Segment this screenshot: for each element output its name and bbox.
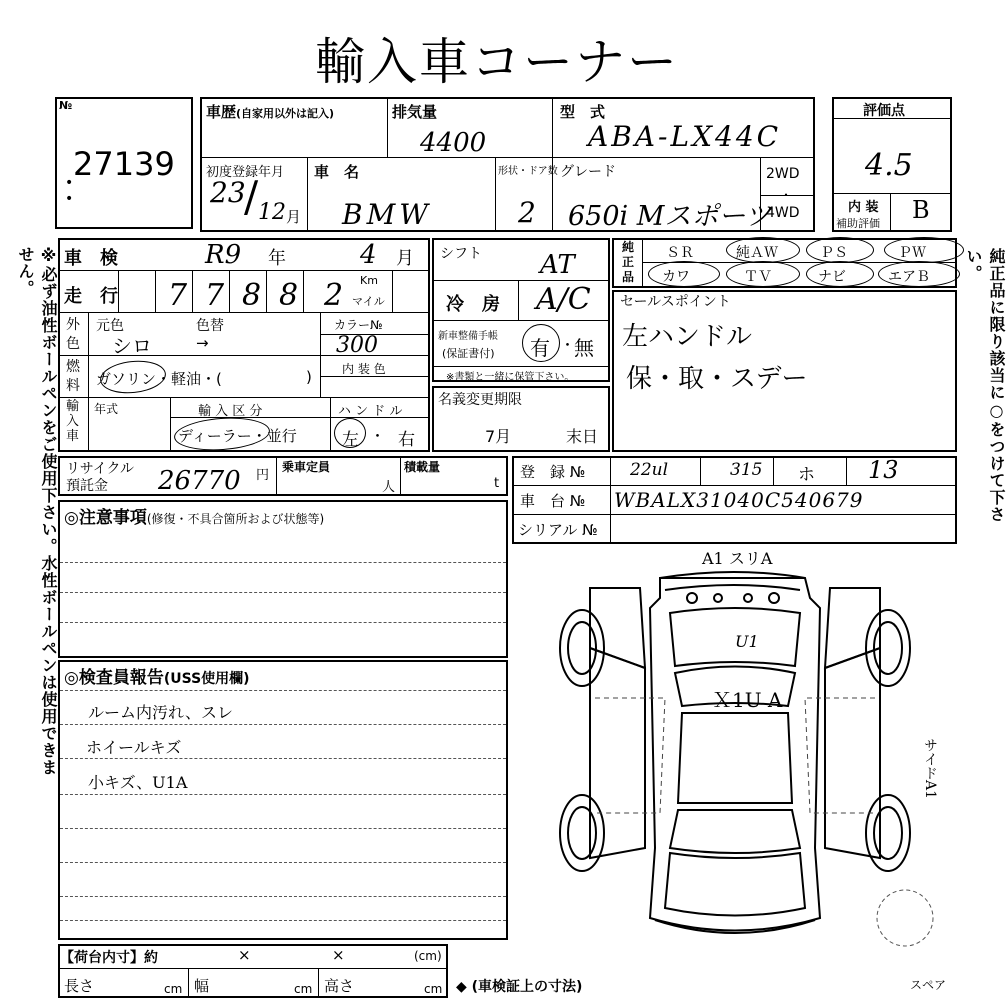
equip-pw-circle: [884, 237, 964, 263]
cargo-width-cm: cm: [294, 982, 313, 996]
grade-value: 650i Mスポーツ: [568, 201, 772, 232]
color-orig-label: 元色: [96, 318, 124, 334]
equip-ps-circle: [806, 237, 874, 263]
registration-label: 登 録 №: [520, 463, 586, 481]
mileage-digit: 7: [205, 278, 225, 313]
equip-kawa-circle: [648, 261, 720, 287]
import-class-label: 輸 入 区 分: [198, 404, 263, 419]
color-arrow: →: [196, 334, 209, 352]
inspector-line: ルーム内汚れ、スレ: [88, 703, 233, 722]
car-diagram: [510, 548, 960, 948]
model-type-value: ABA-LX44C: [588, 120, 782, 153]
equip-pw: ＰＷ: [898, 245, 926, 261]
equip-navi-circle: [806, 261, 874, 287]
registration-value: 315: [730, 460, 763, 480]
car-name-value: BMW: [342, 198, 433, 231]
equip-navi: ナビ: [818, 269, 846, 285]
equip-kawa: カワ: [662, 269, 690, 285]
mileage-digit: 7: [168, 278, 188, 313]
inspector-label: ◎検査員報告(USS使用欄): [64, 668, 250, 688]
cargo-x2: ×: [332, 946, 345, 964]
load-unit: t: [494, 476, 500, 491]
cargo-arrow-note: ◆ (車検証上の寸法): [456, 979, 583, 995]
color-side-label: 外色: [66, 317, 80, 352]
mileage-digit: 8: [242, 278, 262, 313]
color-change-label: 色替: [196, 318, 224, 334]
equip-aw: 純ＡＷ: [736, 245, 778, 261]
equip-tv: ＴＶ: [744, 269, 772, 285]
page-title: 輸入車コーナー: [315, 33, 679, 91]
handle-label: ハ ン ド ル: [338, 404, 403, 419]
cargo-cm-unit: (cm): [414, 949, 442, 963]
color-code-label: カラー№: [334, 318, 383, 332]
lot-no-label: №: [59, 99, 73, 112]
drive-2wd: 2WD: [766, 166, 800, 182]
handle-right: 右: [398, 430, 415, 450]
service-book-label-1: 新車整備手帳: [438, 331, 498, 342]
equip-tv-circle: [726, 261, 800, 287]
fuel-options: ガソリン・軽油・(: [96, 370, 222, 388]
sales-point-label: セールスポイント: [620, 294, 731, 310]
service-book-label-2: (保証書付): [442, 347, 495, 360]
rating-label: 評価点: [863, 103, 905, 119]
recycle-label-2: 預託金: [66, 478, 108, 494]
aircon-label: 冷 房: [446, 294, 500, 315]
notes-label: ◎注意事項(修復・不具合箇所および状態等): [64, 508, 325, 528]
cargo-length-cm: cm: [164, 982, 183, 996]
mileage-label: 走 行: [64, 286, 118, 307]
first-reg-slash: /: [244, 172, 259, 221]
inspection-month-unit: 月: [396, 248, 414, 269]
recycle-unit: 円: [256, 468, 270, 483]
first-reg-label: 初度登録年月: [206, 165, 285, 180]
side-note-left: ※必ず油性ボールペンをご使用下さい。水性ボールペンは使用できません。: [16, 246, 58, 776]
aircon-value: A/C: [536, 282, 591, 317]
recycle-label-1: リサイクル: [66, 461, 135, 477]
lot-box: [55, 97, 193, 229]
displacement-label: 排気量: [392, 103, 438, 121]
spare-label: スペア: [910, 978, 947, 992]
color-orig-value: シロ: [112, 334, 152, 358]
diagram-front-note: A1 スリA: [702, 549, 773, 568]
registration-value: 22ul: [630, 460, 669, 480]
equip-aw-circle: [726, 237, 800, 263]
grade-label: グレード: [560, 164, 616, 180]
lot-dot: •: [65, 191, 74, 207]
color-code-value: 300: [336, 333, 378, 358]
inspector-line: 小キズ、U1A: [88, 773, 188, 792]
lot-number: 27139: [73, 145, 175, 183]
handle-sep: ・: [370, 427, 386, 445]
handle-left: 左: [342, 430, 359, 450]
handle-left-circle: [334, 418, 366, 448]
history-label: 車歴(自家用以外は記入): [206, 103, 335, 121]
displacement-value: 4400: [420, 128, 487, 158]
load-label: 積載量: [404, 460, 441, 474]
interior-label-1: 内 装: [848, 200, 879, 215]
name-change-label: 名義変更期限: [438, 392, 522, 408]
drive-4wd: 4WD: [766, 205, 800, 221]
interior-color-label: 内 装 色: [342, 362, 386, 376]
mileage-mile: マイル: [352, 295, 385, 308]
inspection-year-unit: 年: [268, 248, 286, 269]
inspection-year: R9: [205, 240, 242, 270]
import-side-label: 輸入車: [66, 399, 80, 444]
model-type-label: 型 式: [560, 103, 606, 121]
lot-dot: •: [65, 175, 74, 191]
diagram-windshield-mark: Ｘ1U A: [712, 688, 783, 712]
name-change-month: 7月: [485, 427, 512, 446]
equip-airbag-circle: [878, 261, 960, 287]
shift-value: AT: [540, 250, 575, 280]
cargo-height-cm: cm: [424, 982, 443, 996]
name-change-day: 末日: [566, 427, 599, 446]
interior-value: B: [912, 196, 930, 224]
sales-point-line2: 保・取・スデー: [626, 364, 808, 394]
inspection-month: 4: [360, 240, 377, 270]
cargo-x1: ×: [238, 946, 251, 964]
import-year-label: 年式: [94, 402, 119, 416]
first-reg-year: 23: [210, 176, 246, 209]
registration-value: 13: [868, 456, 899, 484]
serial-label: シリアル №: [518, 521, 598, 539]
diagram-hood-mark: U1: [735, 632, 759, 651]
fuel-close: ): [306, 368, 312, 386]
mileage-km: Km: [360, 274, 378, 287]
service-book-no: 無: [574, 336, 594, 360]
interior-label-2: 補助評価: [836, 217, 880, 230]
service-book-yes-circle: [522, 324, 560, 362]
chassis-label: 車 台 №: [520, 492, 586, 510]
service-book-yes: 有: [530, 336, 550, 360]
fuel-side-label: 燃料: [66, 359, 80, 394]
cargo-width: 幅: [194, 977, 210, 995]
first-reg-month: 12: [258, 200, 286, 225]
import-class-value: ディーラー・並行: [178, 427, 297, 445]
doors-label: 形状・ドア数: [498, 166, 558, 177]
equip-airbag: エアＢ: [888, 269, 930, 285]
service-book-sep: ・: [560, 336, 576, 354]
doors-value: 2: [518, 196, 536, 229]
drive-dot: ・: [780, 188, 793, 202]
first-reg-month-unit: 月: [286, 208, 302, 226]
recycle-value: 26770: [158, 466, 241, 496]
cargo-label: 【荷台内寸】約: [60, 950, 158, 966]
registration-value: ホ: [798, 465, 815, 485]
cargo-length: 長さ: [64, 977, 95, 995]
equipment-label: 純正品: [622, 240, 635, 284]
capacity-unit: 人: [382, 480, 396, 495]
equip-ps: ＰＳ: [820, 245, 848, 261]
inspection-label: 車 検: [64, 248, 118, 269]
cargo-height: 高さ: [324, 977, 355, 995]
sales-point-line1: 左ハンドル: [622, 322, 753, 352]
car-name-label: 車 名: [314, 163, 360, 181]
shift-label: シフト: [440, 246, 482, 262]
equip-sr: ＳＲ: [666, 245, 694, 261]
mileage-digit: 2: [324, 278, 344, 313]
side-note-right: 純正品に限り該当に○をつけて下さい。: [964, 248, 1006, 523]
rating-value: 4.5: [865, 148, 913, 183]
capacity-label: 乗車定員: [282, 460, 331, 474]
service-book-note: ※書類と一緒に保管下さい。: [446, 372, 575, 383]
chassis-value: WBALX31040C540679: [614, 488, 864, 512]
inspector-line: ホイールキズ: [86, 738, 182, 757]
diagram-side-note: サイドA1: [922, 738, 938, 800]
mileage-digit: 8: [279, 278, 299, 313]
